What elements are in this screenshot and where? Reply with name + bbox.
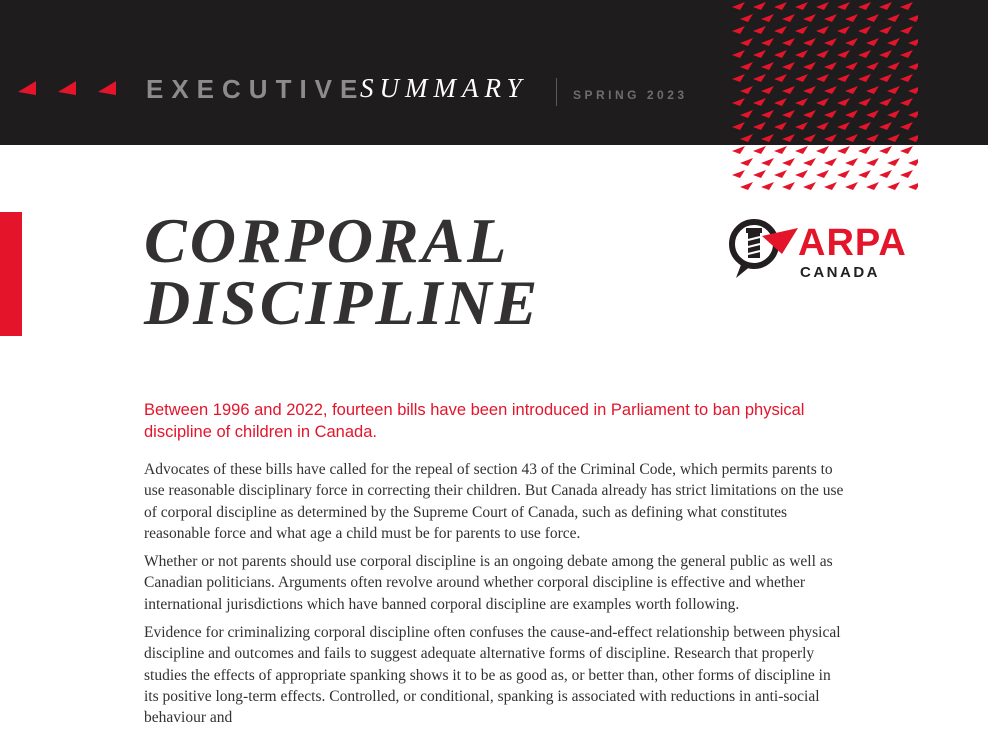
- pattern-triangle: [753, 74, 766, 82]
- pattern-triangle: [816, 74, 829, 82]
- pattern-triangle: [845, 86, 858, 94]
- pattern-triangle: [824, 62, 837, 70]
- pattern-triangle: [858, 122, 871, 130]
- pattern-triangle: [845, 158, 858, 166]
- pattern-triangle: [879, 74, 892, 82]
- pattern-triangle: [774, 26, 787, 34]
- pattern-triangle: [795, 122, 808, 130]
- pattern-triangle: [837, 122, 850, 130]
- pattern-triangle: [908, 182, 918, 190]
- pattern-triangle: [824, 182, 837, 190]
- pattern-triangle: [816, 98, 829, 106]
- pattern-triangle: [887, 110, 900, 118]
- body-text: [144, 459, 844, 736]
- pattern-triangle: [795, 170, 808, 178]
- pattern-triangle: [795, 50, 808, 58]
- header-season: SPRING 2023: [573, 88, 688, 102]
- pattern-triangle: [795, 2, 808, 10]
- pattern-triangle: [774, 2, 787, 10]
- pattern-triangle: [837, 50, 850, 58]
- pattern-triangle: [816, 2, 829, 10]
- pattern-triangle: [803, 182, 816, 190]
- page-title-line2: DISCIPLINE: [144, 267, 541, 338]
- pattern-triangle: [845, 110, 858, 118]
- pattern-triangle: [774, 50, 787, 58]
- red-accent-bar: [0, 212, 22, 336]
- pattern-triangle: [761, 134, 774, 142]
- pattern-triangle: [837, 26, 850, 34]
- pattern-triangle: [908, 158, 918, 166]
- pattern-triangle: [908, 134, 918, 142]
- pattern-triangle: [803, 158, 816, 166]
- pattern-triangle: [879, 50, 892, 58]
- pattern-triangle: [900, 98, 913, 106]
- pattern-triangle: [732, 2, 745, 10]
- pattern-triangle: [866, 110, 879, 118]
- pattern-triangle: [816, 50, 829, 58]
- pattern-triangle: [761, 62, 774, 70]
- pattern-triangle: [816, 122, 829, 130]
- pattern-triangle: [740, 62, 753, 70]
- pattern-triangle: [858, 26, 871, 34]
- arrow-icon: [58, 81, 76, 99]
- pattern-triangle: [824, 86, 837, 94]
- pattern-triangle: [858, 2, 871, 10]
- pattern-triangle: [761, 86, 774, 94]
- pattern-triangle: [740, 38, 753, 46]
- pattern-triangle: [740, 110, 753, 118]
- pattern-triangle: [908, 86, 918, 94]
- pattern-triangle: [803, 86, 816, 94]
- pattern-triangle: [824, 110, 837, 118]
- pattern-triangle: [732, 146, 745, 154]
- pattern-triangle: [866, 62, 879, 70]
- arrow-icon: [18, 81, 36, 99]
- logo-subtitle: CANADA: [800, 264, 880, 281]
- pattern-triangle: [908, 110, 918, 118]
- pattern-triangle: [900, 122, 913, 130]
- pattern-triangle: [837, 146, 850, 154]
- pattern-triangle: [774, 146, 787, 154]
- pattern-triangle: [803, 14, 816, 22]
- pattern-triangle: [803, 110, 816, 118]
- pattern-triangle: [887, 86, 900, 94]
- pattern-triangle: [866, 158, 879, 166]
- page-title: [144, 205, 541, 338]
- pattern-triangle: [879, 26, 892, 34]
- pattern-triangle: [845, 14, 858, 22]
- pattern-triangle: [782, 86, 795, 94]
- arrow-icon: [98, 81, 116, 99]
- pattern-triangle: [887, 182, 900, 190]
- pattern-triangle: [824, 14, 837, 22]
- pattern-triangle: [761, 182, 774, 190]
- pattern-triangle: [803, 62, 816, 70]
- pattern-triangle: [879, 98, 892, 106]
- pattern-triangle: [753, 2, 766, 10]
- pattern-triangle: [774, 74, 787, 82]
- pattern-triangle: [740, 158, 753, 166]
- pattern-triangle: [845, 134, 858, 142]
- pattern-triangle: [900, 2, 913, 10]
- pattern-triangle: [732, 26, 745, 34]
- pattern-triangle: [887, 38, 900, 46]
- pattern-triangle: [753, 50, 766, 58]
- pattern-triangle: [753, 170, 766, 178]
- pattern-triangle: [858, 50, 871, 58]
- pattern-triangle: [858, 74, 871, 82]
- pattern-triangle: [782, 182, 795, 190]
- paragraph: Whether or not parents should use corporal discipline is an ongoing debate among the general public as well as Canadian politicians. Arguments often revolve around whether corporal discipline is effective and whether international jurisdictions which have banned corporal discipline are examples worth following.: [144, 553, 833, 613]
- pattern-triangle: [858, 98, 871, 106]
- logo-name: ARPA: [798, 222, 907, 264]
- header-title-summary: SUMMARY: [360, 73, 528, 103]
- pattern-triangle: [866, 86, 879, 94]
- pattern-triangle: [803, 134, 816, 142]
- pattern-triangle: [732, 170, 745, 178]
- pattern-triangle: [740, 182, 753, 190]
- pattern-triangle: [858, 170, 871, 178]
- pattern-triangle: [879, 146, 892, 154]
- pattern-triangle: [774, 170, 787, 178]
- pattern-triangle: [845, 62, 858, 70]
- pattern-triangle: [908, 62, 918, 70]
- pattern-triangle: [753, 98, 766, 106]
- pattern-triangle: [866, 14, 879, 22]
- pattern-triangle: [795, 146, 808, 154]
- pattern-triangle: [879, 122, 892, 130]
- pattern-triangle: [795, 98, 808, 106]
- pattern-triangle: [774, 122, 787, 130]
- pattern-triangle: [782, 110, 795, 118]
- pattern-triangle: [803, 38, 816, 46]
- pattern-triangle: [782, 38, 795, 46]
- pattern-triangle: [837, 170, 850, 178]
- pattern-triangle: [732, 98, 745, 106]
- pattern-triangle: [761, 38, 774, 46]
- pattern-triangle: [837, 98, 850, 106]
- pattern-triangle: [887, 62, 900, 70]
- pattern-triangle: [782, 134, 795, 142]
- pattern-triangle: [740, 134, 753, 142]
- pattern-triangle: [900, 170, 913, 178]
- pattern-triangle: [845, 38, 858, 46]
- pattern-triangle: [824, 158, 837, 166]
- triangle-pattern: [728, 0, 918, 195]
- pattern-triangle: [908, 14, 918, 22]
- pattern-triangle: [753, 146, 766, 154]
- pattern-triangle: [816, 26, 829, 34]
- header-title-executive: EXECUTIVE: [146, 74, 366, 104]
- pattern-triangle: [795, 26, 808, 34]
- pattern-triangle: [845, 182, 858, 190]
- pattern-triangle: [816, 146, 829, 154]
- header-separator: [556, 78, 557, 106]
- header-arrows: [18, 83, 116, 97]
- pattern-triangle: [900, 74, 913, 82]
- pattern-triangle: [824, 38, 837, 46]
- pattern-triangle: [837, 2, 850, 10]
- lead-paragraph: Between 1996 and 2022, fourteen bills have been introduced in Parliament to ban physical discipline of children in Canada.: [144, 401, 805, 441]
- pattern-triangle: [740, 86, 753, 94]
- paragraph: Advocates of these bills have called for the repeal of section 43 of the Criminal Code, which permits parents to use reasonable disciplinary force in correcting their children. But Canada already has strict limitations on the use of corporal discipline as determined by the Supreme Court of Canada, such as defining what constitutes reasonable force and what age a child must be for parents to use force.: [144, 461, 844, 542]
- page-title-line1: CORPORAL: [144, 205, 510, 276]
- pattern-triangle: [782, 158, 795, 166]
- pattern-triangle: [761, 158, 774, 166]
- pattern-triangle: [732, 122, 745, 130]
- pattern-triangle: [887, 134, 900, 142]
- pattern-triangle: [753, 122, 766, 130]
- pattern-triangle: [858, 146, 871, 154]
- pattern-triangle: [795, 74, 808, 82]
- pattern-triangle: [866, 182, 879, 190]
- pattern-triangle: [908, 38, 918, 46]
- pattern-triangle: [887, 14, 900, 22]
- pattern-triangle: [879, 2, 892, 10]
- pattern-triangle: [866, 38, 879, 46]
- pattern-triangle: [824, 134, 837, 142]
- pattern-triangle: [753, 26, 766, 34]
- pattern-triangle: [900, 50, 913, 58]
- pattern-triangle: [782, 62, 795, 70]
- pattern-triangle: [866, 134, 879, 142]
- pattern-triangle: [887, 158, 900, 166]
- pattern-triangle: [774, 98, 787, 106]
- pattern-triangle: [732, 74, 745, 82]
- pattern-triangle: [900, 26, 913, 34]
- pattern-triangle: [879, 170, 892, 178]
- pattern-triangle: [761, 14, 774, 22]
- pattern-triangle: [900, 146, 913, 154]
- pattern-triangle: [732, 50, 745, 58]
- paragraph: Evidence for criminalizing corporal discipline often confuses the cause-and-effect relationship between physical discipline and outcomes and fails to suggest adequate alternative forms of discipline. Research that properly studies the effects of appropriate spanking shows it to be as good as, or better than, other forms of discipline in its positive long-term effects. Controlled, or conditional, spanking is associated with reductions in anti-social behaviour and: [144, 624, 841, 727]
- pattern-triangle: [816, 170, 829, 178]
- pattern-triangle: [837, 74, 850, 82]
- pattern-triangle: [740, 14, 753, 22]
- pattern-triangle: [782, 14, 795, 22]
- pattern-triangle: [761, 110, 774, 118]
